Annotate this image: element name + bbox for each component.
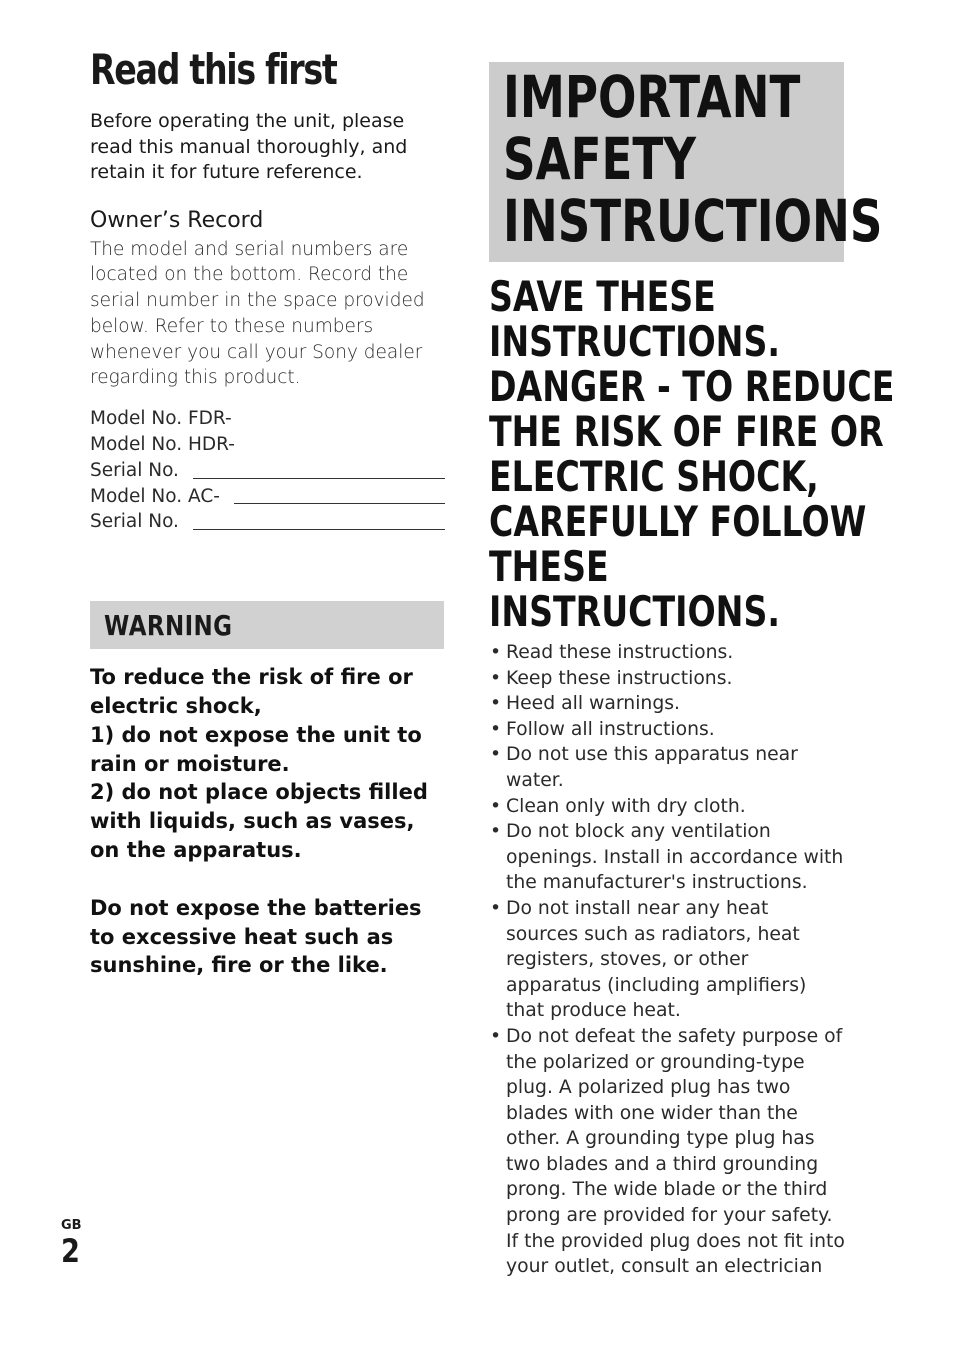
page-title: Read this first xyxy=(90,45,337,94)
list-item: • Follow all instructions. xyxy=(489,717,845,743)
warning-label: WARNING xyxy=(104,608,233,642)
record-row xyxy=(90,509,445,535)
list-item: • Do not block any ventilation openings. Install in accordance with the manufacturer's instructions. xyxy=(489,819,845,896)
page-language-code: GB xyxy=(61,1218,82,1233)
record-label: Model No. AC- xyxy=(90,485,220,507)
save-heading-line: THE RISK OF FIRE OR xyxy=(489,407,884,456)
list-item: • Keep these instructions. xyxy=(489,666,845,692)
save-heading-line: DANGER - TO REDUCE xyxy=(489,362,895,411)
save-heading-line: INSTRUCTIONS. xyxy=(489,587,780,636)
owners-record-body: The model and serial numbers are located on the bottom. Record the serial number in the space provided below. Refer to these numbers whenever you call your Sony dealer regarding this product. xyxy=(90,238,425,389)
record-fields xyxy=(90,406,445,535)
intro-paragraph: Before operating the unit, please read this manual thoroughly, and retain it for future reference. xyxy=(90,110,408,183)
record-blank-line xyxy=(193,478,445,479)
owners-record-heading: Owner’s Record xyxy=(90,207,264,233)
record-row xyxy=(90,432,445,458)
save-heading-line: SAVE THESE xyxy=(489,272,716,321)
battery-warning: Do not expose the batteries to excessive heat such as sunshine, fire or the like. xyxy=(90,895,422,978)
record-label: Model No. HDR- xyxy=(90,434,235,456)
record-row xyxy=(90,484,445,510)
warning-line: 1) do not expose the unit to rain or moisture. xyxy=(90,722,422,776)
list-item: • Clean only with dry cloth. xyxy=(489,794,845,820)
save-heading-line: CAREFULLY FOLLOW xyxy=(489,497,867,546)
save-heading-line: INSTRUCTIONS. xyxy=(489,317,780,366)
list-item: • Do not install near any heat sources such as radiators, heat registers, stoves, or other apparatus (including amplifiers) that produce heat. xyxy=(489,896,845,1024)
save-heading-line: THESE xyxy=(489,542,609,591)
warning-line: To reduce the risk of fire or electric shock, xyxy=(90,665,413,719)
list-item: • Do not use this apparatus near water. xyxy=(489,742,845,793)
page-number-block xyxy=(61,1218,83,1268)
record-row xyxy=(90,406,445,432)
safety-instructions-list xyxy=(489,640,845,1280)
list-item: • Read these instructions. xyxy=(489,640,845,666)
record-label: Model No. FDR- xyxy=(90,408,232,430)
important-safety-banner xyxy=(489,62,883,262)
warning-banner xyxy=(90,601,444,649)
list-item: • Do not defeat the safety purpose of the polarized or grounding-type plug. A polarized plug has two blades with one wider than the other. A grounding type plug has two blades and a third grounding prong. The wide blade or the third prong are provided for your safety. If the provided plug does not fit into your outlet, consult an electrician xyxy=(489,1024,845,1280)
warning-line: 2) do not place objects filled with liquids, such as vases, on the apparatus. xyxy=(90,780,428,863)
record-blank-line xyxy=(234,503,445,504)
record-label: Serial No. xyxy=(90,459,179,481)
record-blank-line xyxy=(193,529,445,530)
list-item: • Heed all warnings. xyxy=(489,691,845,717)
record-row xyxy=(90,458,445,484)
page-number: 2 xyxy=(61,1232,80,1270)
right-column xyxy=(489,62,895,1280)
save-heading-line: ELECTRIC SHOCK, xyxy=(489,452,819,501)
important-title-line: IMPORTANT xyxy=(503,63,801,131)
record-label: Serial No. xyxy=(90,511,179,533)
save-instructions-heading xyxy=(489,272,895,636)
important-title-line: INSTRUCTIONS xyxy=(503,187,883,255)
important-title-line: SAFETY xyxy=(503,125,697,193)
warning-text xyxy=(90,663,445,865)
left-column xyxy=(90,44,445,980)
